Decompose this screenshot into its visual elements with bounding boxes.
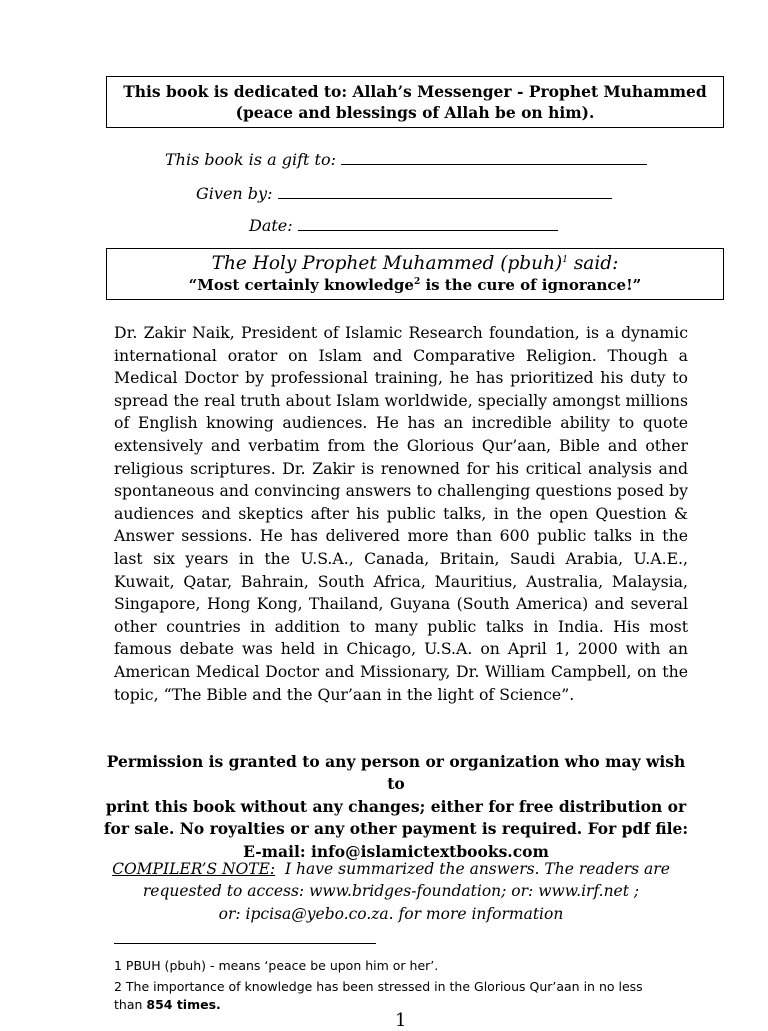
permission-line-1: Permission is granted to any person or organization who may wish to: [106, 752, 686, 794]
compilers-note: [96, 858, 686, 925]
note-line-3: or: ipcisa@yebo.co.za. for more information: [218, 904, 564, 923]
permission-line-3: for sale. No royalties or any other payment is required. For pdf file:: [103, 819, 689, 839]
footnote-2: [114, 978, 674, 1014]
footnote-2-line-2: [114, 996, 674, 1014]
given-by-blank: [278, 186, 612, 199]
footnote-2-line-1: 2 The importance of knowledge has been stressed in the Glorious Qur’aan in no less: [114, 979, 643, 994]
quote-text-end: is the cure of ignorance!”: [420, 276, 642, 294]
date-label: Date:: [249, 216, 293, 235]
gift-to-label: This book is a gift to:: [165, 150, 336, 169]
dedication-line-2: (peace and blessings of Allah be on him).: [235, 103, 595, 122]
hadith-quote-box: [106, 248, 724, 300]
gift-to-blank: [341, 152, 647, 165]
permission-email: E-mail: info@islamictextbooks.com: [243, 841, 549, 861]
quote-title: [107, 253, 723, 275]
date-line: [249, 216, 558, 236]
author-bio-paragraph: Dr. Zakir Naik, President of Islamic Research foundation, is a dynamic international orator on Islam and Comparative Religion. Though a Medical Doctor by professional training, he has prioritized his duty to spread the real truth about Islam worldwide, specially amongst millions of English knowing audiences. He has an incredible ability to quote extensively and verbatim from the Glorious Qur’aan, Bible and other religious scriptures. Dr. Zakir is renowned for his critical analysis and spontaneous and convincing answers to challenging questions posed by audiences and skeptics after his public talks, in the open Question & Answer sessions. He has delivered more than 600 public talks in the last six years in the U.S.A., Canada, Britain, Saudi Arabia, U.A.E., Kuwait, Qatar, Bahrain, South Africa, Mauritius, Australia, Malaysia, Singapore, Hong Kong, Thailand, Guyana (South America) and several other countries in addition to many public talks in India. His most famous debate was held in Chicago, U.S.A. on April 1, 2000 with an American Medical Doctor and Missionary, Dr. William Campbell, on the topic, “The Bible and the Qur’aan in the light of Science”.: [114, 323, 688, 704]
page-number: 1: [395, 1010, 407, 1031]
footnote-ref-2: 2: [413, 277, 421, 287]
permission-line-2: print this book without any changes; either for free distribution or: [105, 796, 687, 816]
note-label: COMPILER’S NOTE:: [112, 860, 276, 878]
date-blank: [298, 218, 558, 231]
footnote-separator: [114, 943, 376, 944]
note-line-1: [96, 858, 686, 880]
footnote-1: 1 PBUH (pbuh) - means ‘peace be upon him or her’.: [114, 958, 439, 973]
note-line-1-text: I have summarized the answers. The readers are: [275, 860, 670, 878]
quote-title-text: The Holy Prophet Muhammed (pbuh): [211, 253, 563, 274]
given-by-line: [196, 184, 612, 204]
footnote-2-bold: 854 times.: [146, 997, 221, 1012]
permission-notice: [96, 751, 696, 863]
note-line-2: requested to access: www.bridges-foundation; or: www.irf.net ;: [142, 882, 640, 901]
quote-title-end: said:: [567, 253, 619, 274]
dedication-box: [106, 76, 724, 128]
quote-text: [107, 275, 723, 295]
quote-text-start: “Most certainly knowledge: [188, 276, 414, 294]
dedication-line-1: This book is dedicated to: Allah’s Messenger - Prophet Muhammed: [123, 82, 707, 101]
gift-to-line: [165, 150, 647, 170]
given-by-label: Given by:: [196, 184, 273, 203]
footnote-ref-1: 1: [562, 254, 568, 265]
footnote-2-cont: than: [114, 997, 147, 1012]
